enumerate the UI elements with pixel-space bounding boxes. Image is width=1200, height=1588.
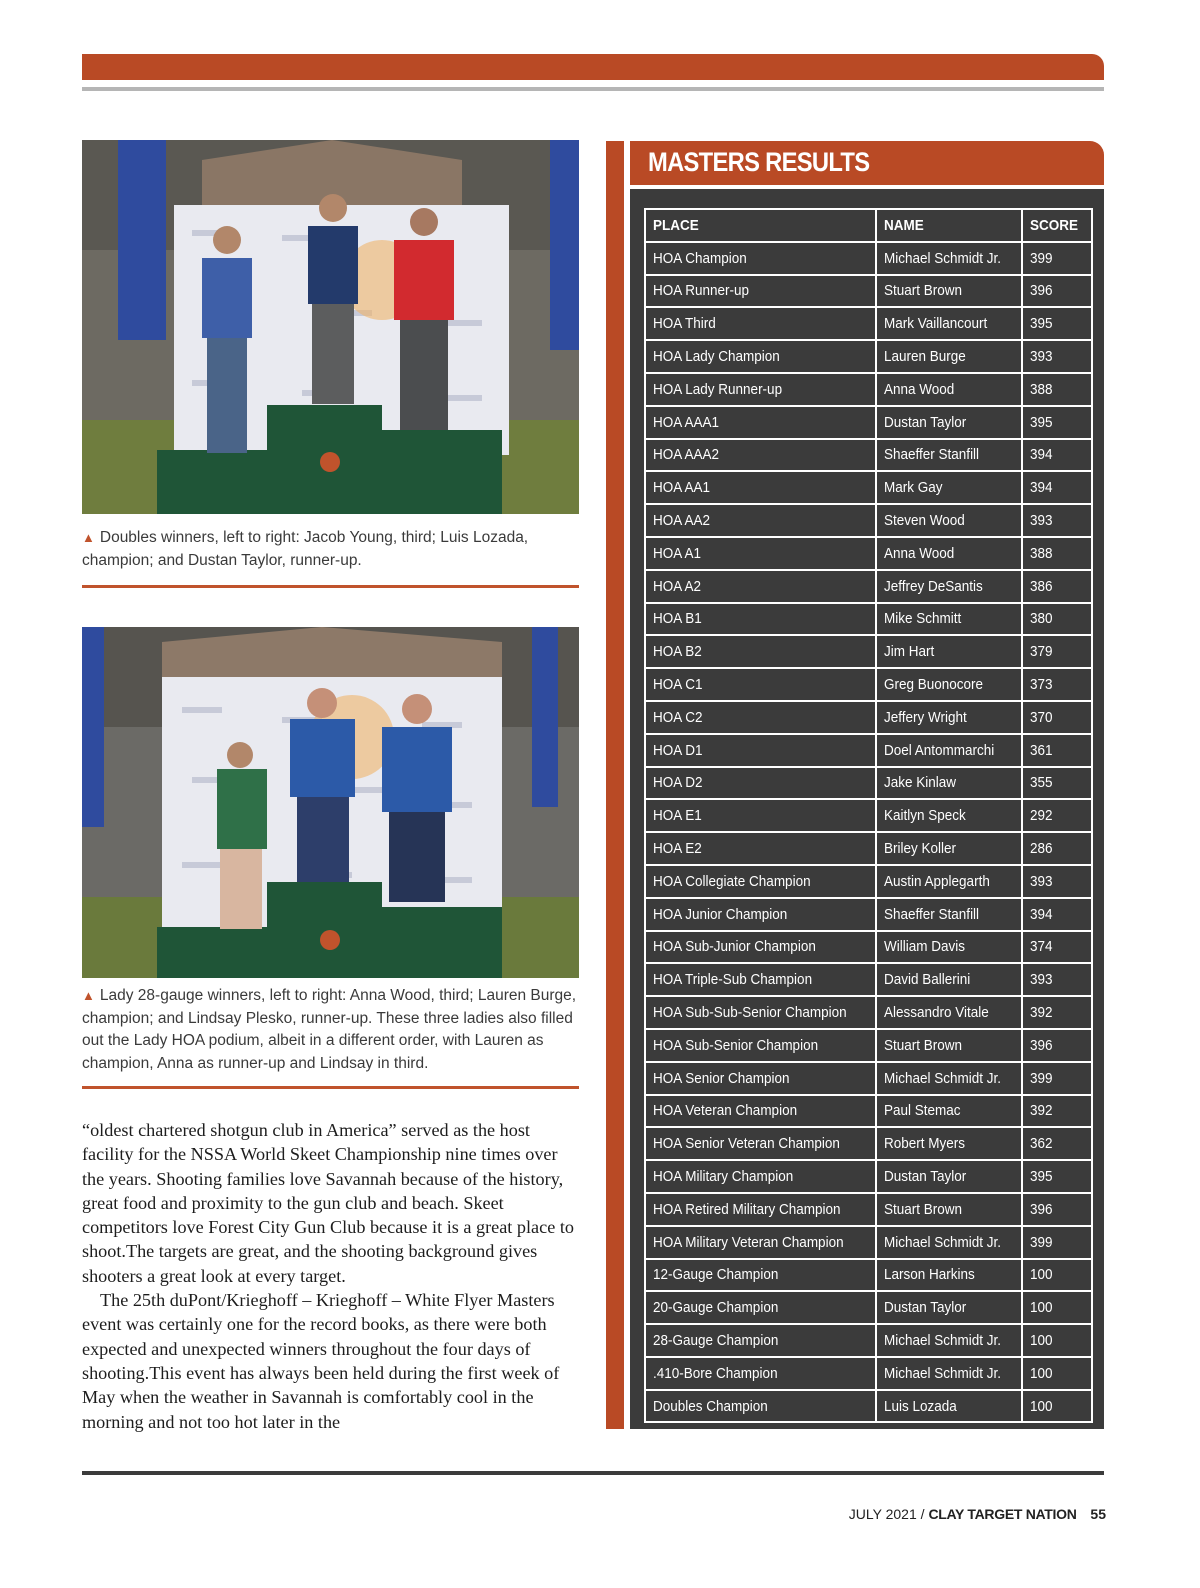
cell-name: Kaitlyn Speck — [876, 799, 1022, 832]
table-row — [645, 996, 1092, 1029]
column-header-score: SCORE — [1022, 209, 1091, 242]
photo-caption: ▲ Doubles winners, left to right: Jacob Young, third; Luis Lozada, champion; and Dustan Taylor, runner-up. — [82, 529, 529, 569]
cell-name: Michael Schmidt Jr. — [876, 1324, 1022, 1357]
cell-score: 100 — [1022, 1291, 1091, 1324]
cell-name: Anna Wood — [876, 373, 1022, 406]
cell-place: 28-Gauge Champion — [645, 1324, 876, 1357]
cell-name: Jeffery Wright — [876, 701, 1022, 734]
cell-score: 396 — [1022, 1193, 1091, 1226]
cell-place: HOA Third — [645, 307, 876, 340]
cell-name: Stuart Brown — [876, 1029, 1022, 1062]
article-body — [82, 1118, 582, 1434]
cell-name: Michael Schmidt Jr. — [876, 1062, 1022, 1095]
cell-score: 374 — [1022, 931, 1091, 964]
caption-divider — [82, 1086, 579, 1089]
cell-score: 100 — [1022, 1357, 1091, 1390]
cell-score: 396 — [1022, 275, 1091, 308]
cell-place: HOA Sub-Sub-Senior Champion — [645, 996, 876, 1029]
cell-place: HOA Retired Military Champion — [645, 1193, 876, 1226]
table-row — [645, 1029, 1092, 1062]
table-row — [645, 242, 1092, 275]
cell-score: 394 — [1022, 471, 1091, 504]
cell-name: Mark Gay — [876, 471, 1022, 504]
table-row — [645, 701, 1092, 734]
issue-date: JULY 2021 / — [848, 1506, 925, 1522]
table-row — [645, 1259, 1092, 1292]
cell-name: Jake Kinlaw — [876, 767, 1022, 800]
cell-score: 399 — [1022, 242, 1091, 275]
cell-score: 394 — [1022, 439, 1091, 472]
table-row — [645, 799, 1092, 832]
table-row — [645, 1193, 1092, 1226]
cell-name: Dustan Taylor — [876, 406, 1022, 439]
cell-name: Stuart Brown — [876, 275, 1022, 308]
cell-name: Michael Schmidt Jr. — [876, 1226, 1022, 1259]
cell-score: 286 — [1022, 832, 1091, 865]
results-side-accent — [606, 141, 624, 1429]
cell-place: Doubles Champion — [645, 1390, 876, 1423]
cell-place: HOA Lady Champion — [645, 340, 876, 373]
table-row — [645, 406, 1092, 439]
caption-divider — [82, 585, 579, 588]
cell-name: Michael Schmidt Jr. — [876, 1357, 1022, 1390]
cell-score: 100 — [1022, 1324, 1091, 1357]
cell-place: HOA E2 — [645, 832, 876, 865]
table-row — [645, 734, 1092, 767]
table-row — [645, 1226, 1092, 1259]
table-row — [645, 832, 1092, 865]
cell-score: 292 — [1022, 799, 1091, 832]
cell-place: HOA Sub-Senior Champion — [645, 1029, 876, 1062]
cell-score: 388 — [1022, 373, 1091, 406]
cell-place: 12-Gauge Champion — [645, 1259, 876, 1292]
caption-triangle-icon: ▲ — [82, 530, 95, 545]
cell-score: 100 — [1022, 1390, 1091, 1423]
cell-place: HOA A1 — [645, 537, 876, 570]
cell-place: HOA AAA1 — [645, 406, 876, 439]
cell-name: Shaeffer Stanfill — [876, 439, 1022, 472]
cell-place: HOA Veteran Champion — [645, 1095, 876, 1128]
cell-score: 399 — [1022, 1226, 1091, 1259]
table-row — [645, 439, 1092, 472]
cell-place: HOA Military Champion — [645, 1160, 876, 1193]
table-row — [645, 767, 1092, 800]
results-title: MASTERS RESULTS — [648, 147, 870, 177]
cell-place: HOA Lady Runner-up — [645, 373, 876, 406]
cell-place: HOA C2 — [645, 701, 876, 734]
table-row — [645, 963, 1092, 996]
photo-doubles-winners — [82, 140, 579, 514]
cell-name: Doel Antommarchi — [876, 734, 1022, 767]
table-row — [645, 1095, 1092, 1128]
results-panel — [630, 189, 1104, 1429]
table-row — [645, 1127, 1092, 1160]
cell-score: 395 — [1022, 307, 1091, 340]
cell-place: HOA Triple-Sub Champion — [645, 963, 876, 996]
cell-score: 380 — [1022, 603, 1091, 636]
cell-name: Stuart Brown — [876, 1193, 1022, 1226]
table-row — [645, 471, 1092, 504]
cell-place: HOA D1 — [645, 734, 876, 767]
table-row — [645, 1062, 1092, 1095]
cell-name: Greg Buonocore — [876, 668, 1022, 701]
cell-score: 396 — [1022, 1029, 1091, 1062]
cell-place: HOA Junior Champion — [645, 898, 876, 931]
table-row — [645, 1357, 1092, 1390]
cell-score: 395 — [1022, 406, 1091, 439]
table-row — [645, 603, 1092, 636]
cell-place: HOA B2 — [645, 635, 876, 668]
cell-name: Mark Vaillancourt — [876, 307, 1022, 340]
cell-place: HOA D2 — [645, 767, 876, 800]
table-row — [645, 1291, 1092, 1324]
table-row — [645, 504, 1092, 537]
table-header-row — [645, 209, 1092, 242]
cell-score: 373 — [1022, 668, 1091, 701]
cell-name: Shaeffer Stanfill — [876, 898, 1022, 931]
table-row — [645, 537, 1092, 570]
page-number: 55 — [1090, 1506, 1106, 1522]
cell-place: HOA C1 — [645, 668, 876, 701]
cell-name: Robert Myers — [876, 1127, 1022, 1160]
table-row — [645, 668, 1092, 701]
cell-name: Dustan Taylor — [876, 1291, 1022, 1324]
cell-place: 20-Gauge Champion — [645, 1291, 876, 1324]
magazine-name: CLAY TARGET NATION — [928, 1506, 1077, 1522]
cell-score: 379 — [1022, 635, 1091, 668]
article-paragraph: “oldest chartered shotgun club in America” served as the host facility for the NSSA World Skeet Championship nine times over the years. Shooting families love Savannah because of the history, great food and proximity to the gun club and beach. Skeet competitors love Forest City Gun Club because it is a great place to shoot.The targets are great, and the shooting background gives shooters a great look at every target. — [82, 1120, 574, 1286]
table-row — [645, 635, 1092, 668]
cell-name: Jim Hart — [876, 635, 1022, 668]
cell-name: Luis Lozada — [876, 1390, 1022, 1423]
header-rule — [82, 87, 1104, 91]
cell-score: 394 — [1022, 898, 1091, 931]
cell-score: 386 — [1022, 570, 1091, 603]
cell-name: Larson Harkins — [876, 1259, 1022, 1292]
cell-score: 388 — [1022, 537, 1091, 570]
cell-place: HOA Senior Veteran Champion — [645, 1127, 876, 1160]
table-row — [645, 373, 1092, 406]
footer-rule — [82, 1471, 1104, 1475]
cell-name: William Davis — [876, 931, 1022, 964]
cell-place: HOA B1 — [645, 603, 876, 636]
cell-score: 100 — [1022, 1259, 1091, 1292]
cell-score: 393 — [1022, 340, 1091, 373]
table-row — [645, 931, 1092, 964]
cell-place: HOA Military Veteran Champion — [645, 1226, 876, 1259]
cell-place: .410-Bore Champion — [645, 1357, 876, 1390]
photo-caption: ▲ Lady 28-gauge winners, left to right: Anna Wood, third; Lauren Burge, champion; and Lindsay Plesko, runner-up. These three ladies also filled out the Lady HOA podium, albeit in a different order, with Lauren as champion, Anna as runner-up and Lindsay in third. — [82, 987, 577, 1072]
cell-place: HOA AA1 — [645, 471, 876, 504]
cell-name: David Ballerini — [876, 963, 1022, 996]
cell-score: 393 — [1022, 865, 1091, 898]
cell-place: HOA E1 — [645, 799, 876, 832]
cell-score: 355 — [1022, 767, 1091, 800]
table-row — [645, 1160, 1092, 1193]
cell-name: Austin Applegarth — [876, 865, 1022, 898]
article-paragraph: The 25th duPont/Krieghoff – Krieghoff – White Flyer Masters event was certainly one for the record books, as there were both expected and unexpected winners throughout the four days of shooting.This event has always been held during the first week of May when the weather in Savannah is comfortably cool in the morning and not too hot later in the — [82, 1290, 560, 1432]
cell-name: Jeffrey DeSantis — [876, 570, 1022, 603]
cell-place: HOA Senior Champion — [645, 1062, 876, 1095]
cell-score: 370 — [1022, 701, 1091, 734]
cell-name: Mike Schmitt — [876, 603, 1022, 636]
cell-score: 393 — [1022, 963, 1091, 996]
table-row — [645, 570, 1092, 603]
header-accent-bar — [82, 54, 1104, 80]
caption-triangle-icon: ▲ — [82, 988, 95, 1003]
results-table — [644, 208, 1093, 1423]
cell-name: Dustan Taylor — [876, 1160, 1022, 1193]
table-row — [645, 1390, 1092, 1423]
cell-score: 399 — [1022, 1062, 1091, 1095]
cell-score: 395 — [1022, 1160, 1091, 1193]
cell-place: HOA Collegiate Champion — [645, 865, 876, 898]
cell-score: 392 — [1022, 1095, 1091, 1128]
cell-score: 393 — [1022, 504, 1091, 537]
cell-place: HOA AA2 — [645, 504, 876, 537]
cell-name: Paul Stemac — [876, 1095, 1022, 1128]
table-row — [645, 275, 1092, 308]
table-row — [645, 340, 1092, 373]
cell-place: HOA AAA2 — [645, 439, 876, 472]
cell-name: Steven Wood — [876, 504, 1022, 537]
cell-name: Briley Koller — [876, 832, 1022, 865]
cell-name: Anna Wood — [876, 537, 1022, 570]
table-row — [645, 1324, 1092, 1357]
cell-score: 361 — [1022, 734, 1091, 767]
cell-name: Michael Schmidt Jr. — [876, 242, 1022, 275]
photo-lady-28-gauge-winners — [82, 627, 579, 978]
cell-name: Lauren Burge — [876, 340, 1022, 373]
cell-score: 392 — [1022, 996, 1091, 1029]
table-row — [645, 898, 1092, 931]
cell-name: Alessandro Vitale — [876, 996, 1022, 1029]
table-row — [645, 865, 1092, 898]
page-footer — [849, 1506, 1106, 1522]
cell-place: HOA Champion — [645, 242, 876, 275]
column-header-place: PLACE — [645, 209, 876, 242]
cell-place: HOA Sub-Junior Champion — [645, 931, 876, 964]
cell-score: 362 — [1022, 1127, 1091, 1160]
results-header — [630, 141, 1104, 185]
table-row — [645, 307, 1092, 340]
cell-place: HOA A2 — [645, 570, 876, 603]
column-header-name: NAME — [876, 209, 1022, 242]
cell-place: HOA Runner-up — [645, 275, 876, 308]
